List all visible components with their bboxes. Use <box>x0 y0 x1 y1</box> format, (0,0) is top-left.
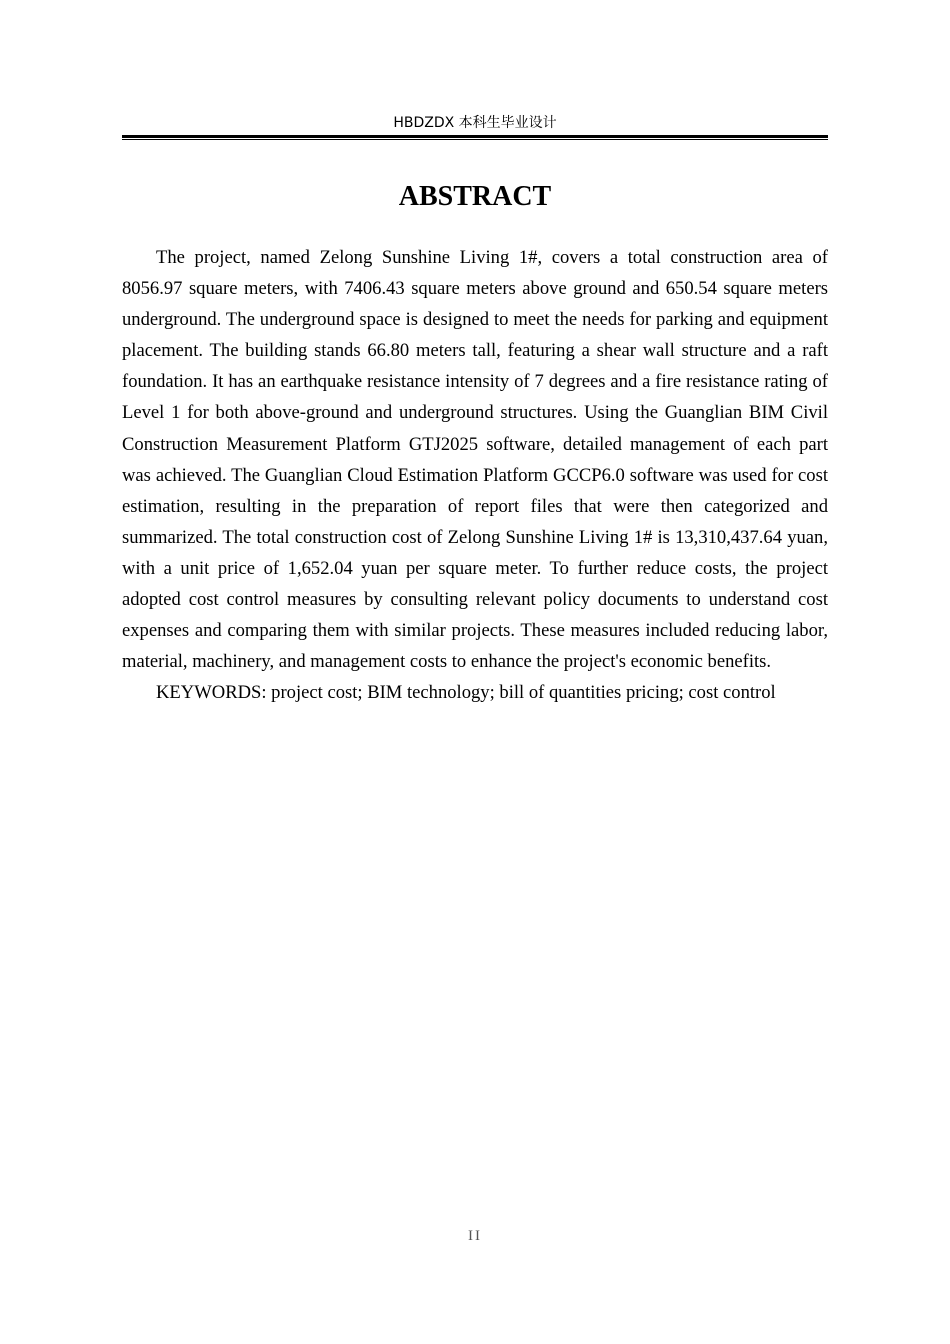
header-rule-thick <box>122 135 828 138</box>
header-rule-thin <box>122 139 828 140</box>
abstract-body <box>122 242 828 708</box>
page-number: II <box>468 1228 482 1244</box>
running-header: HBDZDX 本科生毕业设计 <box>393 115 557 131</box>
abstract-paragraph: The project, named Zelong Sunshine Living 1#, covers a total construction area of 8056.97 square meters, with 7406.43 square meters above ground and 650.54 square meters underground. The underground space is designed to meet the needs for parking and equipment placement. The building stands 66.80 meters tall, featuring a shear wall structure and a raft foundation. It has an earthquake resistance intensity of 7 degrees and a fire resistance rating of Level 1 for both above-ground and underground structures. Using the Guanglian BIM Civil Construction Measurement Platform GTJ2025 software, detailed management of each part was achieved. The Guanglian Cloud Estimation Platform GCCP6.0 software was used for cost estimation, resulting in the preparation of report files that were then categorized and summarized. The total construction cost of Zelong Sunshine Living 1# is 13,310,437.64 yuan, with a unit price of 1,652.04 yuan per square meter. To further reduce costs, the project adopted cost control measures by consulting relevant policy documents to understand cost expenses and comparing them with similar projects. These measures included reducing labor, material, machinery, and management costs to enhance the project's economic benefits. <box>122 247 828 673</box>
keywords-paragraph: KEYWORDS: project cost; BIM technology; bill of quantities pricing; cost control <box>156 682 776 704</box>
abstract-title: ABSTRACT <box>398 181 552 212</box>
